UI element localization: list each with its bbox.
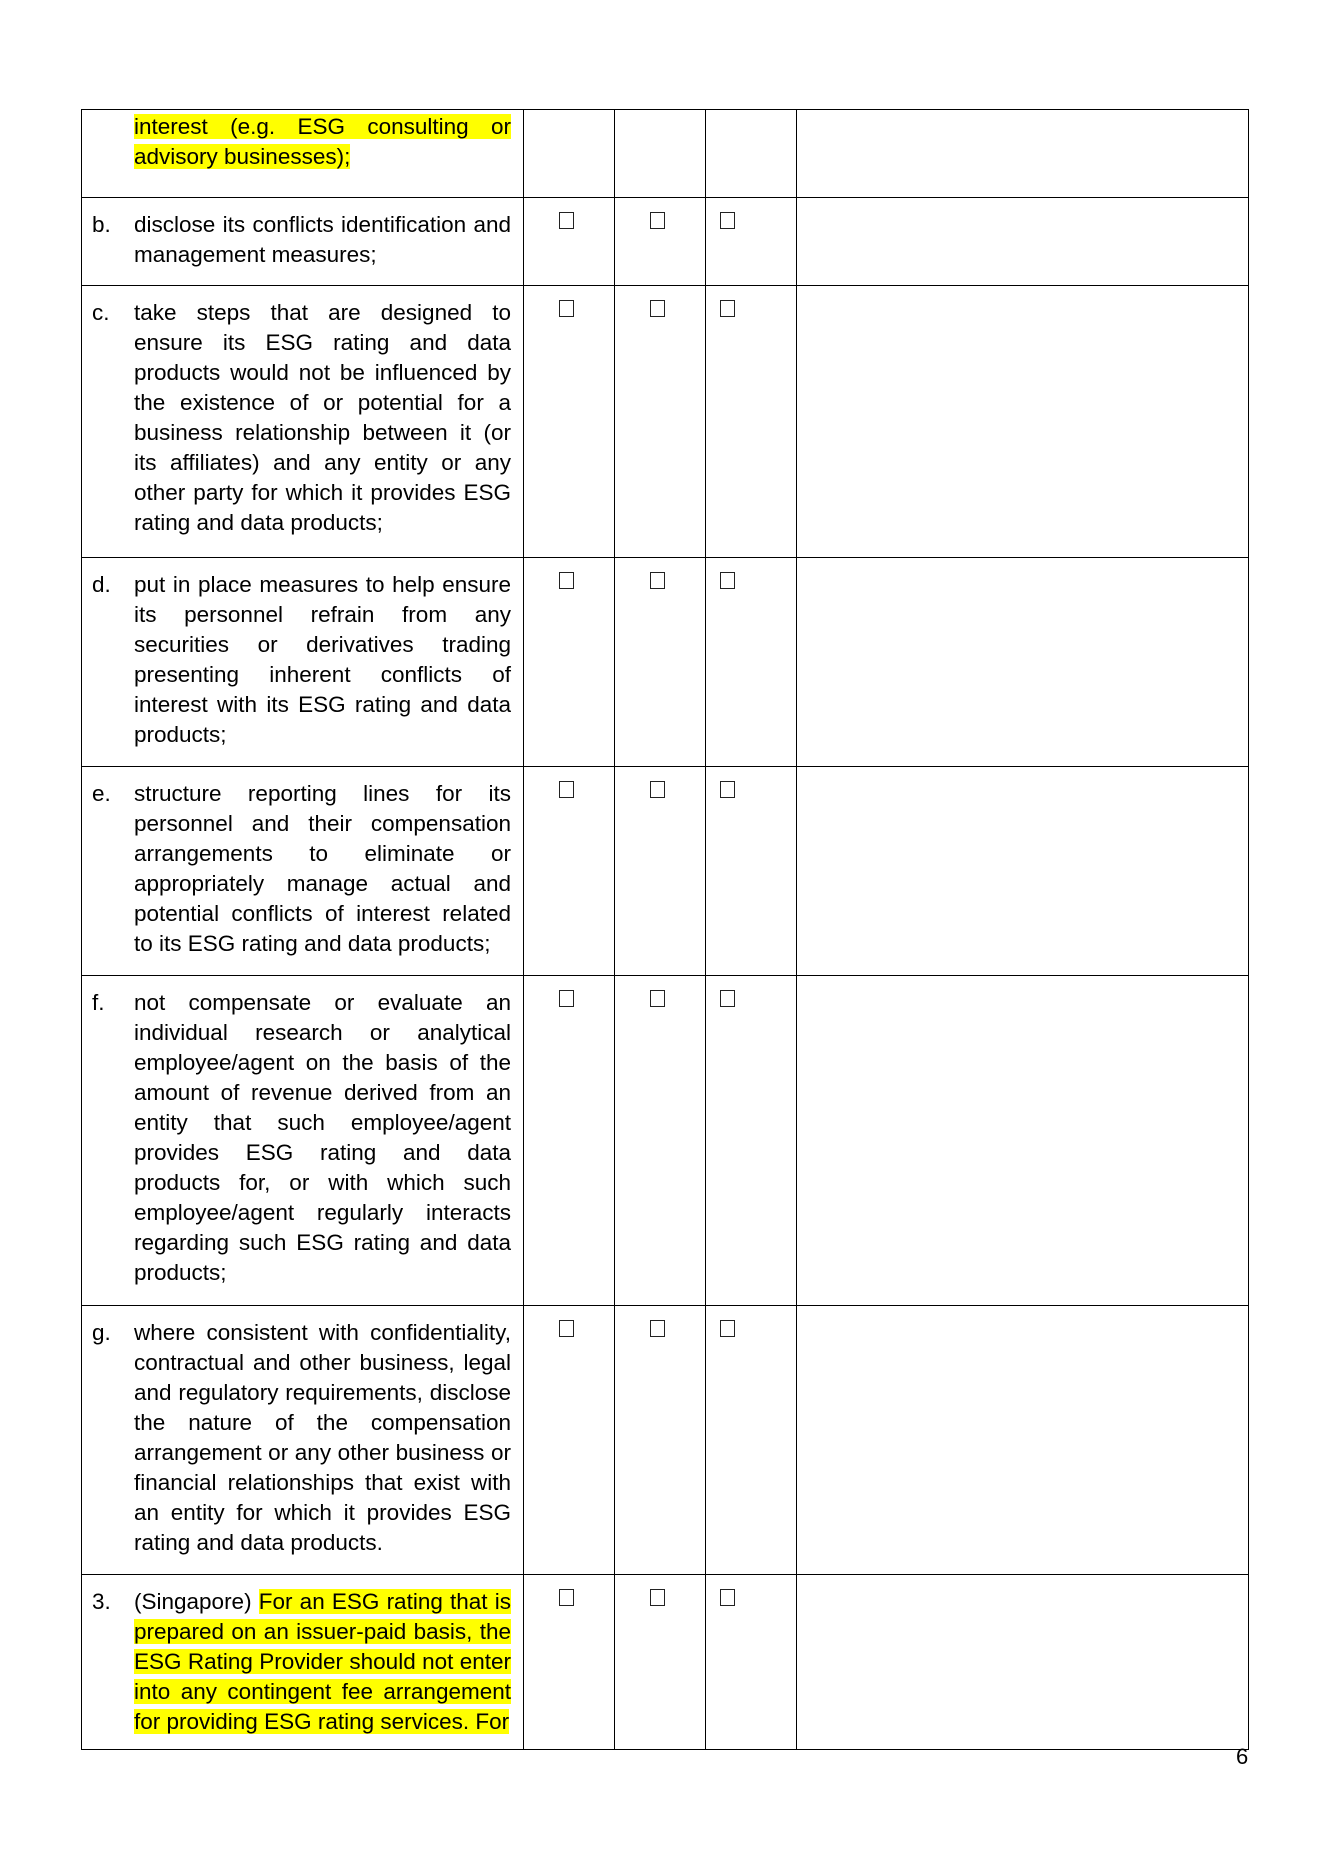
requirement-cell: [82, 976, 524, 1306]
remarks-cell[interactable]: [797, 558, 1249, 767]
requirement-text: not compensate or evaluate an individual research or analytical employee/agent on the basis of the amount of revenue derived from an entity that such employee/agent provides ESG rating and data products for, or with which such employee/agent regularly interacts regarding such ESG rating and data products;: [134, 990, 511, 1285]
table-row: [82, 767, 1249, 976]
checkbox-icon[interactable]: [559, 1589, 574, 1606]
remarks-cell[interactable]: [797, 198, 1249, 286]
checkbox-icon[interactable]: [559, 572, 574, 589]
requirement-cell: [82, 1306, 524, 1575]
requirement-text: structure reporting lines for its personnel and their compensation arrangements to eliminate or appropriately manage actual and potential conflicts of interest related to its ESG rating and data products;: [134, 781, 511, 956]
compliance-cell: [615, 286, 706, 558]
table-row: [82, 976, 1249, 1306]
requirement-cell: [82, 198, 524, 286]
item-marker: f.: [92, 990, 105, 1015]
remarks-cell[interactable]: [797, 767, 1249, 976]
compliance-cell: [706, 286, 797, 558]
compliance-cell: [524, 110, 615, 198]
remarks-cell[interactable]: [797, 1575, 1249, 1750]
item-marker: d.: [92, 572, 111, 597]
compliance-cell: [615, 558, 706, 767]
requirement-cell: [82, 286, 524, 558]
requirement-cell: [82, 767, 524, 976]
checkbox-icon[interactable]: [559, 212, 574, 229]
compliance-cell: [706, 558, 797, 767]
checkbox-icon[interactable]: [720, 572, 735, 589]
requirement-text: where consistent with confidentiality, contractual and other business, legal and regulatory requirements, disclose the nature of the compensation arrangement or any other business or financial relationships that exist with an entity for which it provides ESG rating and data products.: [134, 1320, 511, 1555]
item-marker: b.: [92, 212, 111, 237]
requirement-text: take steps that are designed to ensure its ESG rating and data products would not be influenced by the existence of or potential for a business relationship between it (or its affiliates) and any entity or any other party for which it provides ESG rating and data products;: [134, 300, 511, 535]
checkbox-icon[interactable]: [720, 1320, 735, 1337]
checkbox-icon[interactable]: [559, 781, 574, 798]
checkbox-icon[interactable]: [720, 1589, 735, 1606]
checkbox-icon[interactable]: [650, 300, 665, 317]
requirement-text: put in place measures to help ensure its personnel refrain from any securities or derivatives trading presenting inherent conflicts of interest with its ESG rating and data products;: [134, 572, 511, 747]
remarks-cell[interactable]: [797, 110, 1249, 198]
checkbox-icon[interactable]: [650, 781, 665, 798]
requirement-cell: [82, 110, 524, 198]
checkbox-icon[interactable]: [559, 300, 574, 317]
highlighted-text: interest (e.g. ESG consulting or advisory businesses);: [134, 114, 511, 169]
requirement-cell: [82, 1575, 524, 1750]
checkbox-icon[interactable]: [650, 212, 665, 229]
compliance-cell: [524, 558, 615, 767]
checkbox-icon[interactable]: [650, 1589, 665, 1606]
compliance-cell: [615, 976, 706, 1306]
compliance-cell: [706, 198, 797, 286]
remarks-cell[interactable]: [797, 976, 1249, 1306]
checkbox-icon[interactable]: [650, 572, 665, 589]
item-marker: g.: [92, 1320, 111, 1345]
compliance-cell: [615, 767, 706, 976]
compliance-cell: [615, 110, 706, 198]
table-row: [82, 286, 1249, 558]
table-row: [82, 558, 1249, 767]
compliance-cell: [615, 198, 706, 286]
table-row: [82, 1575, 1249, 1750]
remarks-cell[interactable]: [797, 1306, 1249, 1575]
compliance-cell: [706, 976, 797, 1306]
remarks-cell[interactable]: [797, 286, 1249, 558]
compliance-cell: [524, 286, 615, 558]
compliance-cell: [524, 976, 615, 1306]
compliance-cell: [706, 1306, 797, 1575]
checkbox-icon[interactable]: [720, 990, 735, 1007]
compliance-cell: [706, 1575, 797, 1750]
compliance-cell: [524, 198, 615, 286]
table-row: [82, 110, 1249, 198]
table-row: [82, 1306, 1249, 1575]
compliance-cell: [524, 767, 615, 976]
item-marker: c.: [92, 300, 110, 325]
checkbox-icon[interactable]: [650, 1320, 665, 1337]
compliance-cell: [706, 110, 797, 198]
highlighted-text: For an ESG rating that is prepared on an issuer-paid basis, the ESG Rating Provider should not enter into any contingent fee arrangement for providing ESG rating services. For: [134, 1589, 511, 1734]
compliance-cell: [524, 1575, 615, 1750]
item-marker: e.: [92, 781, 111, 806]
item-marker: 3.: [92, 1589, 111, 1614]
compliance-cell: [524, 1306, 615, 1575]
checkbox-icon[interactable]: [720, 212, 735, 229]
requirement-text: (Singapore): [134, 1589, 259, 1614]
requirement-cell: [82, 558, 524, 767]
assessment-table: [81, 109, 1249, 1750]
checkbox-icon[interactable]: [720, 300, 735, 317]
compliance-cell: [615, 1575, 706, 1750]
checkbox-icon[interactable]: [720, 781, 735, 798]
checkbox-icon[interactable]: [559, 1320, 574, 1337]
compliance-cell: [615, 1306, 706, 1575]
checkbox-icon[interactable]: [559, 990, 574, 1007]
page-number: 6: [1236, 1744, 1249, 1769]
requirement-text: disclose its conflicts identification and management measures;: [134, 212, 511, 267]
table-row: [82, 198, 1249, 286]
compliance-cell: [706, 767, 797, 976]
checkbox-icon[interactable]: [650, 990, 665, 1007]
